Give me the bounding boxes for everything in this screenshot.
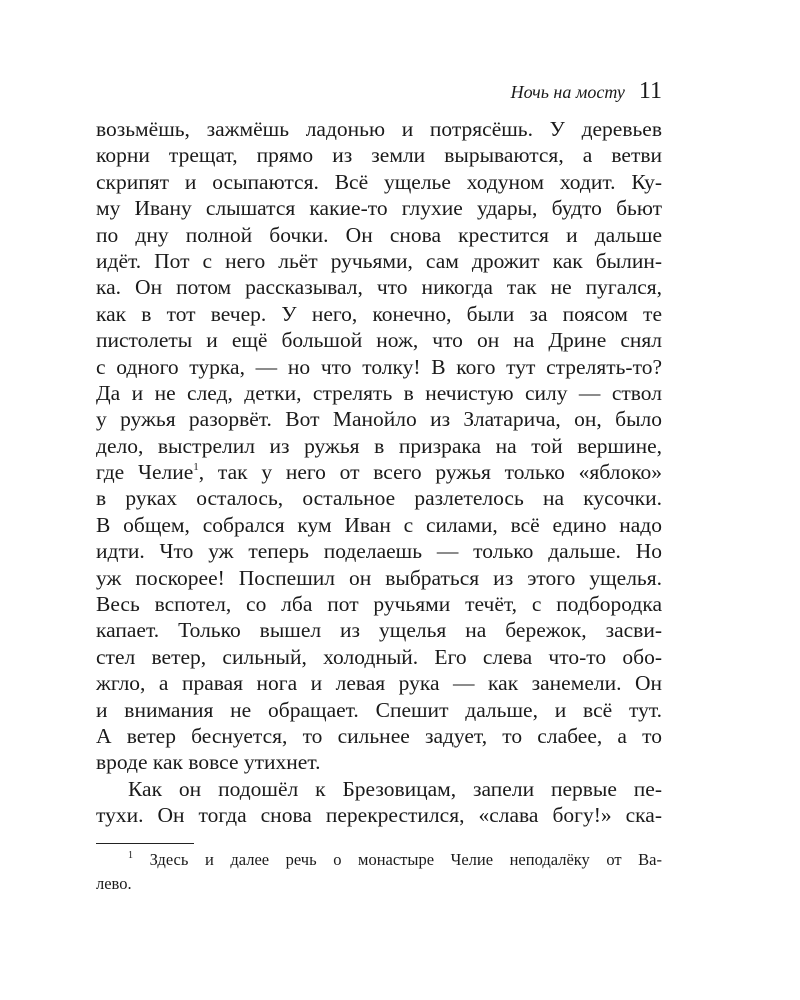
text-line: В общем, собрался кум Иван с силами, всё едино надо [96,512,662,537]
page-number: 11 [638,78,662,104]
text-line: ка. Он потом рассказывал, что никогда так не пугался, [96,275,662,300]
text-line: А ветер беснуется, то сильнее задует, то слабее, а то [96,723,662,748]
text-line-with-footnote: где Челие$^1$, так у него от всего ружья только «яблоко» [96,460,663,485]
running-title: Ночь на мосту [510,82,625,102]
text-line: и внимания не обращает. Спешит дальше, и всё тут. [96,697,662,722]
text-line: капает. Только вышел из ущелья на бережок, засви- [96,618,662,643]
text-line: Да и не след, детки, стрелять в нечистую силу — ствол [96,380,662,405]
text-line: по дну полной бочки. Он снова крестится и дальше [96,222,662,247]
text-line: стел ветер, сильный, холодный. Его слева что-то обо- [96,644,662,669]
text-line: дело, выстрелил из ружья в призрака на той вершине, [96,433,662,458]
text-line: корни трещат, прямо из земли вырываются, а ветви [96,143,662,168]
text-line: у ружья разорвёт. Вот Манойло из Златарича, он, было [96,407,662,432]
text-line: Весь вспотел, со лба пот ручьями течёт, с подбородка [96,592,662,617]
line-prefix: где Челие [96,460,194,485]
text-line: идти. Что уж теперь поделаешь — только дальше. Но [96,539,662,564]
footnote-reference[interactable]: 1 [193,461,199,474]
text-line: скрипят и осыпаются. Всё ущелье ходуном ходит. Ку- [96,169,662,194]
text-line: уж поскорее! Поспешил он выбраться из этого ущелья. [96,565,662,590]
text-line: му Ивану слышатся какие-то глухие удары, будто бьют [96,196,662,221]
main-text [96,116,662,829]
text-line: идёт. Пот с него льёт ручьями, сам дрожит как былин- [96,248,662,273]
text-line: как в тот вечер. У него, конечно, были за поясом те [96,301,662,326]
text-line: возьмёшь, зажмёшь ладонью и потрясёшь. У деревьев [96,117,662,141]
footnote-divider [96,843,194,844]
text-line: пистолеты и ещё большой нож, что он на Дрине снял [96,328,662,353]
footnote [96,848,662,896]
footnote-mark: 1 [128,850,133,861]
paragraph-start-line: Как он подошёл к Брезовицам, запели первые пе- [128,776,662,801]
text-line: жгло, а правая нога и левая рука — как занемели. Он [96,671,662,696]
text-line: в руках осталось, остальное разлетелось на кусочки. [96,486,662,511]
footnote-line [96,848,662,872]
paragraph-end-line: вроде как вовсе утихнет. [96,750,321,775]
footnote-text: Здесь и далее речь о монастыре Челие неподалёку от Ва- [149,850,662,869]
footnote-line: лево. [96,874,132,893]
line-rest: так у него от всего ружья только «яблоко» [217,460,663,485]
text-line: с одного турка, — но что толку! В кого тут стрелять-то? [96,354,662,379]
running-head [96,78,662,106]
text-line: тухи. Он тогда снова перекрестился, «слава богу!» ска- [96,803,662,828]
